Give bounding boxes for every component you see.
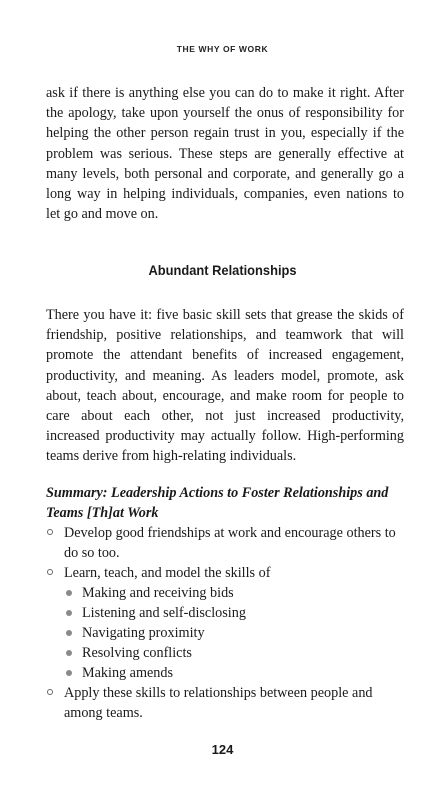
- dot-bullet-icon: [66, 650, 72, 656]
- sub-list-item: [46, 663, 404, 683]
- dot-bullet-icon: [66, 670, 72, 676]
- list-item: [46, 563, 404, 583]
- running-head: THE WHY OF WORK: [176, 44, 269, 54]
- sub-list-item-text: Navigating proximity: [82, 625, 205, 641]
- body-paragraph: ask if there is anything else you can do to make it right. After the apology, take upon yourself the onus of responsibility for helping the other person regain trust in you, especially if the problem was serious. These steps are generally effective at many levels, both personal and corporate, and generally go a long way in helping individuals, companies, even nations to let go and move on.: [46, 85, 404, 223]
- summary-title: Summary: Leadership Actions to Foster Relationships and Teams [Th]at Work: [46, 485, 389, 521]
- section-heading: Abundant Relationships: [148, 262, 297, 278]
- list-item-text: Learn, teach, and model the skills of: [64, 565, 271, 581]
- sub-list-item-text: Resolving conflicts: [82, 645, 192, 661]
- list-item-text: Develop good friendships at work and encourage others to do so too.: [64, 525, 396, 561]
- open-circle-bullet-icon: [47, 689, 53, 695]
- list-item: [46, 683, 404, 723]
- page-number: 124: [211, 742, 234, 757]
- open-circle-bullet-icon: [47, 529, 53, 535]
- dot-bullet-icon: [66, 630, 72, 636]
- open-circle-bullet-icon: [47, 569, 53, 575]
- sub-list-item: [46, 643, 404, 663]
- summary-list: [46, 523, 404, 723]
- sub-list-item-text: Making amends: [82, 665, 174, 681]
- sub-list-item: [46, 583, 404, 603]
- dot-bullet-icon: [66, 610, 72, 616]
- sub-list-item: [46, 603, 404, 623]
- sub-list-item-text: Listening and self-disclosing: [82, 605, 246, 621]
- sub-list-item: [46, 623, 404, 643]
- list-item: [46, 523, 404, 563]
- sub-list-item-text: Making and receiving bids: [82, 585, 234, 601]
- dot-bullet-icon: [66, 590, 72, 596]
- body-paragraph: There you have it: five basic skill sets that grease the skids of friendship, positive relationships, and teamwork that will promote the attendant benefits of increased engagement, productivity, and meaning. As leaders model, promote, ask about, teach about, encourage, and make room for people to care about each other, not just increased productivity, increased productivity may actually follow. High-performing teams derive from high-relating individuals.: [46, 307, 404, 465]
- list-item-text: Apply these skills to relationships between people and among teams.: [64, 685, 373, 721]
